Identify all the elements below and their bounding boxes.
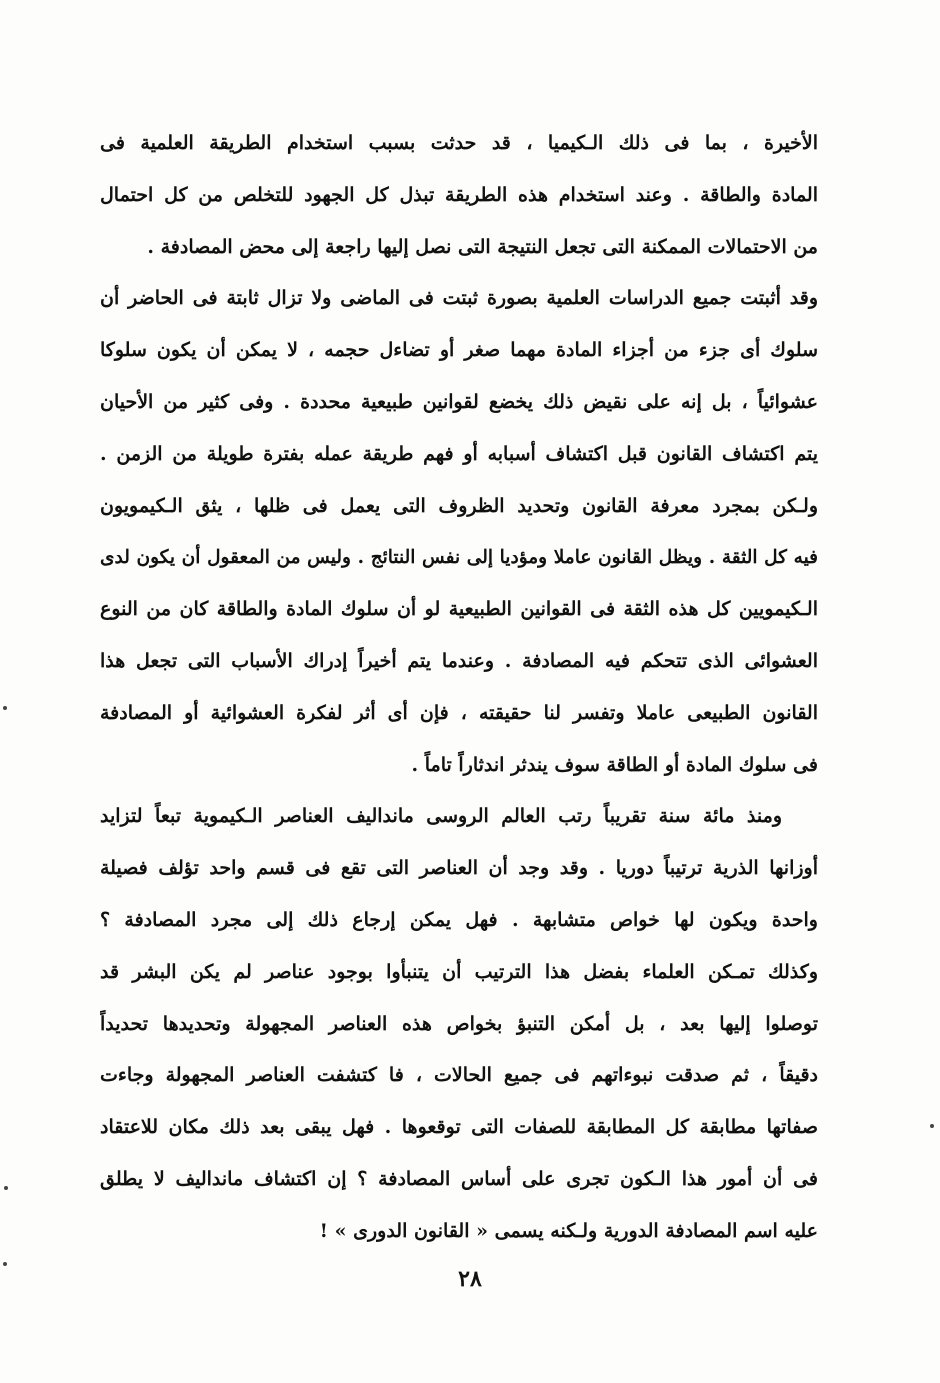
text-line: فى أن أمور هذا الـكون تجرى على أساس المصادفة ؟ إن اكتشاف مانداليف لا يطلق (100, 1167, 818, 1190)
text-line: وكذلك تمـكن العلماء بفضل هذا الترتيب أن يتنبأوا بوجود عناصر لم يكن البشر قد (100, 960, 818, 983)
text-line: يتم اكتشاف القانون قبل اكتشاف أسبابه أو فهم طريقة عمله بفترة طويلة من الزمن . (100, 442, 818, 465)
text-line: واحدة ويكون لها خواص متشابهة . فهل يمكن إرجاع ذلك إلى مجرد المصادفة ؟ (100, 908, 818, 931)
text-line: من الاحتمالات الممكنة التى تجعل النتيجة التى نصل إليها راجعة إلى محض المصادفة . (147, 235, 818, 258)
text-line: فى سلوك المادة أو الطاقة سوف يندثر اندثاراً تاماً . (411, 753, 818, 776)
text-line: الأخيرة ، بما فى ذلك الـكيميا ، قد حدثت بسبب استخدام الطريقة العلمية فى (100, 132, 818, 154)
scan-speck (3, 706, 7, 710)
text-line: ومنذ مائة سنة تقريباً رتب العالم الروسى مانداليف العناصر الـكيموية تبعاً لتزايد (100, 805, 782, 828)
body-text (100, 118, 818, 1258)
text-line: العشوائى الذى تتحكم فيه المصادفة . وعندما يتم أخيراً إدراك الأسباب التى تجعل هذا (100, 649, 818, 672)
scan-speck (3, 1262, 7, 1266)
text-line: القانون الطبيعى عاملا وتفسر لنا حقيقته ، فإن أى أثر لفكرة العشوائية أو المصادفة (100, 701, 818, 724)
text-line: فيه كل الثقة . ويظل القانون عاملا ومؤديا إلى نفس النتائج . وليس من المعقول أن يكون لدى (100, 547, 818, 569)
text-line: وقد أثبتت جميع الدراسات العلمية بصورة ثبتت فى الماضى ولا تزال ثابتة فى الحاضر أن (100, 287, 818, 310)
page-number: ٢٨ (458, 1266, 482, 1292)
text-line: دقيقاً ، ثم صدقت نبوءاتهم فى جميع الحالات ، فا كتشفت العناصر المجهولة وجاءت (100, 1064, 818, 1087)
text-line: سلوك أى جزء من أجزاء المادة مهما صغر أو تضاءل حجمه ، لا يمكن أن يكون سلوكا (100, 339, 818, 362)
scan-speck (930, 1124, 934, 1128)
text-line: عشوائياً ، بل إنه على نقيض ذلك يخضع لقوانين طبيعية محددة . وفى كثير من الأحيان (100, 390, 818, 413)
text-line: الـكيمويين كل هذه الثقة فى القوانين الطبيعية لو أن سلوك المادة والطاقة كان من النوع (100, 598, 818, 621)
text-line: صفاتها مطابقة كل المطابقة للصفات التى توقعوها . فهل يبقى بعد ذلك مكان للاعتقاد (100, 1116, 818, 1139)
text-line: توصلوا إليها بعد ، بل أمكن التنبؤ بخواص هذه العناصر المجهولة وتحديدها تحديداً (100, 1012, 818, 1035)
text-line: المادة والطاقة . وعند استخدام هذه الطريقة تبذل كل الجهود للتخلص من كل احتمال (100, 183, 818, 206)
text-line: أوزانها الذرية ترتيباً دوريا . وقد وجد أن العناصر التى تقع فى قسم واحد تؤلف فصيلة (100, 857, 818, 880)
scan-speck (4, 1186, 8, 1190)
text-line: عليه اسم المصادفة الدورية ولـكنه يسمى « القانون الدورى » ! (319, 1219, 818, 1242)
text-line: ولـكن بمجرد معرفة القانون وتحديد الظروف التى يعمل فى ظلها ، يثق الـكيمويون (100, 494, 818, 517)
